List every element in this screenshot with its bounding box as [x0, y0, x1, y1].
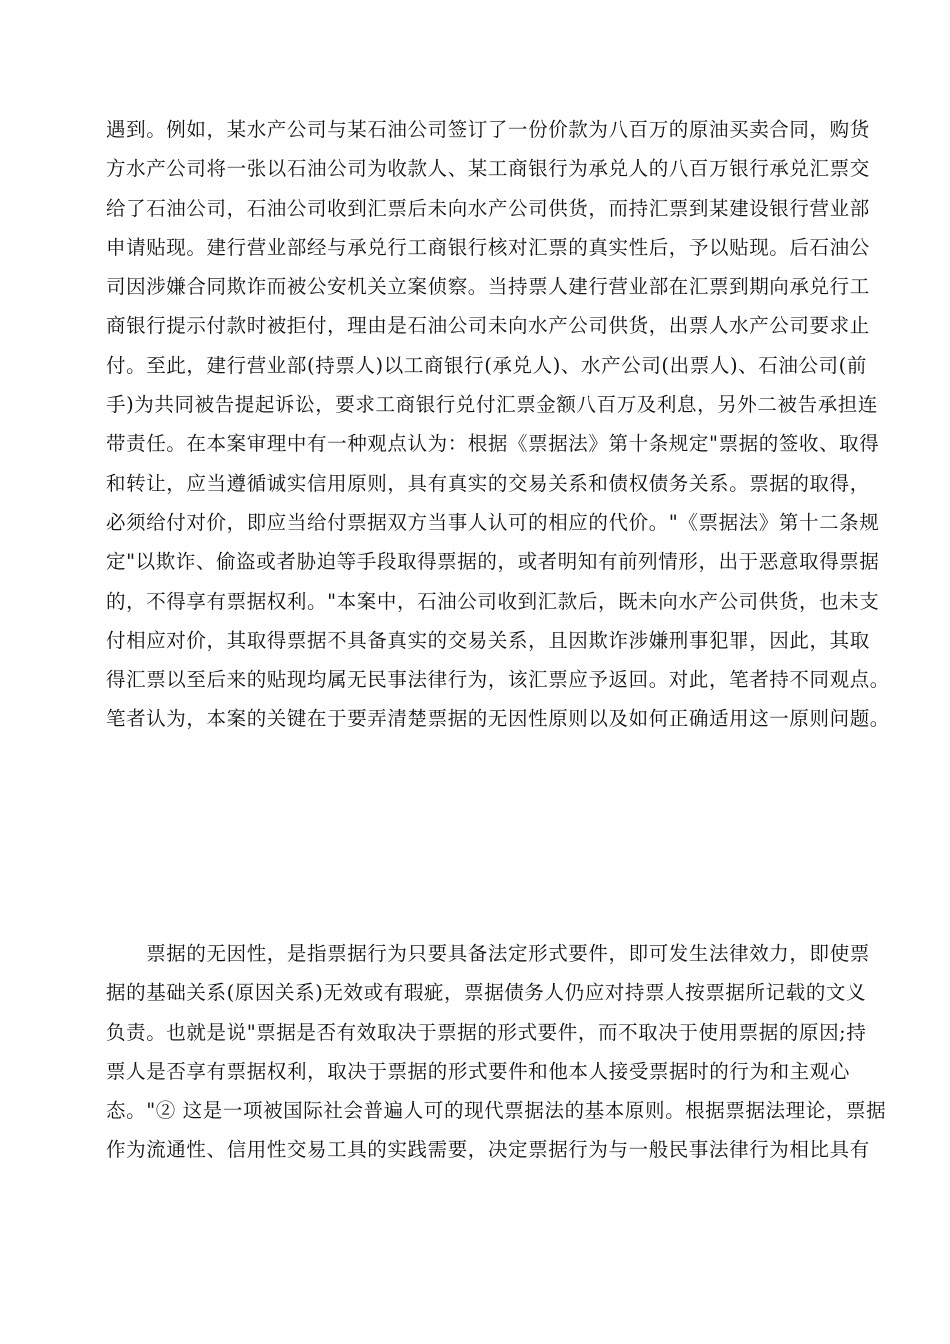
text-line: 负责。也就是说"票据是否有效取决于票据的形式要件，而不取决于使用票据的原因;持 — [106, 1020, 867, 1044]
paragraph-non-causality — [106, 934, 887, 1170]
text-line: 带责任。在本案审理中有一种观点认为：根据《票据法》第十条规定"票据的签收、取得 — [106, 432, 880, 456]
text-line: 申请贴现。建行营业部经与承兑行工商银行核对汇票的真实性后，予以贴现。后石油公 — [106, 235, 870, 259]
text-line: 司因涉嫌合同欺诈而被公安机关立案侦察。当持票人建行营业部在汇票到期向承兑行工 — [106, 275, 870, 299]
text-line: 得汇票以至后来的贴现均属无民事法律行为，该汇票应予返回。对此，笔者持不同观点。 — [106, 668, 890, 692]
text-line: 态。"② 这是一项被国际社会普遍人可的现代票据法的基本原则。根据票据法理论，票据 — [106, 1099, 887, 1123]
text-line: 必须给付对价，即应当给付票据双方当事人认可的相应的代价。"《票据法》第十二条规 — [106, 510, 880, 534]
text-line: 给了石油公司，石油公司收到汇票后未向水产公司供货，而持汇票到某建设银行营业部 — [106, 196, 870, 220]
paragraph-case-example — [106, 110, 890, 739]
text-line: 据的基础关系(原因关系)无效或有瑕疵，票据债务人仍应对持票人按票据所记载的文义 — [106, 981, 867, 1005]
text-line: 付。至此，建行营业部(持票人)以工商银行(承兑人)、水产公司(出票人)、石油公司(前 — [106, 353, 867, 377]
text-line: 方水产公司将一张以石油公司为收款人、某工商银行为承兑人的八百万银行承兑汇票交 — [106, 157, 870, 181]
text-line: 的，不得享有票据权利。"本案中，石油公司收到汇款后，既未向水产公司供货，也未支 — [106, 589, 880, 613]
text-line: 和转让，应当遵循诚实信用原则，具有真实的交易关系和债权债务关系。票据的取得， — [106, 471, 870, 495]
text-line: 定"以欺诈、偷盗或者胁迫等手段取得票据的，或者明知有前列情形，出于恶意取得票据 — [106, 550, 880, 574]
text-line: 票人是否享有票据权利，取决于票据的形式要件和他本人接受票据时的行为和主观心 — [106, 1059, 850, 1083]
text-line: 商银行提示付款时被拒付，理由是石油公司未向水产公司供货，出票人水产公司要求止 — [106, 314, 870, 338]
text-line: 付相应对价，其取得票据不具备真实的交易关系，且因欺诈涉嫌刑事犯罪，因此，其取 — [106, 628, 870, 652]
text-line: 遇到。例如，某水产公司与某石油公司签订了一份价款为八百万的原油买卖合同，购货 — [106, 118, 870, 141]
text-line: 票据的无因性，是指票据行为只要具备法定形式要件，即可发生法律效力，即使票 — [106, 942, 870, 965]
text-line: 作为流通性、信用性交易工具的实践需要，决定票据行为与一般民事法律行为相比具有 — [106, 1138, 870, 1162]
text-line: 手)为共同被告提起诉讼，要求工商银行兑付汇票金额八百万及利息，另外二被告承担连 — [106, 393, 879, 417]
text-line: 笔者认为，本案的关键在于要弄清楚票据的无因性原则以及如何正确适用这一原则问题。 — [106, 707, 890, 731]
